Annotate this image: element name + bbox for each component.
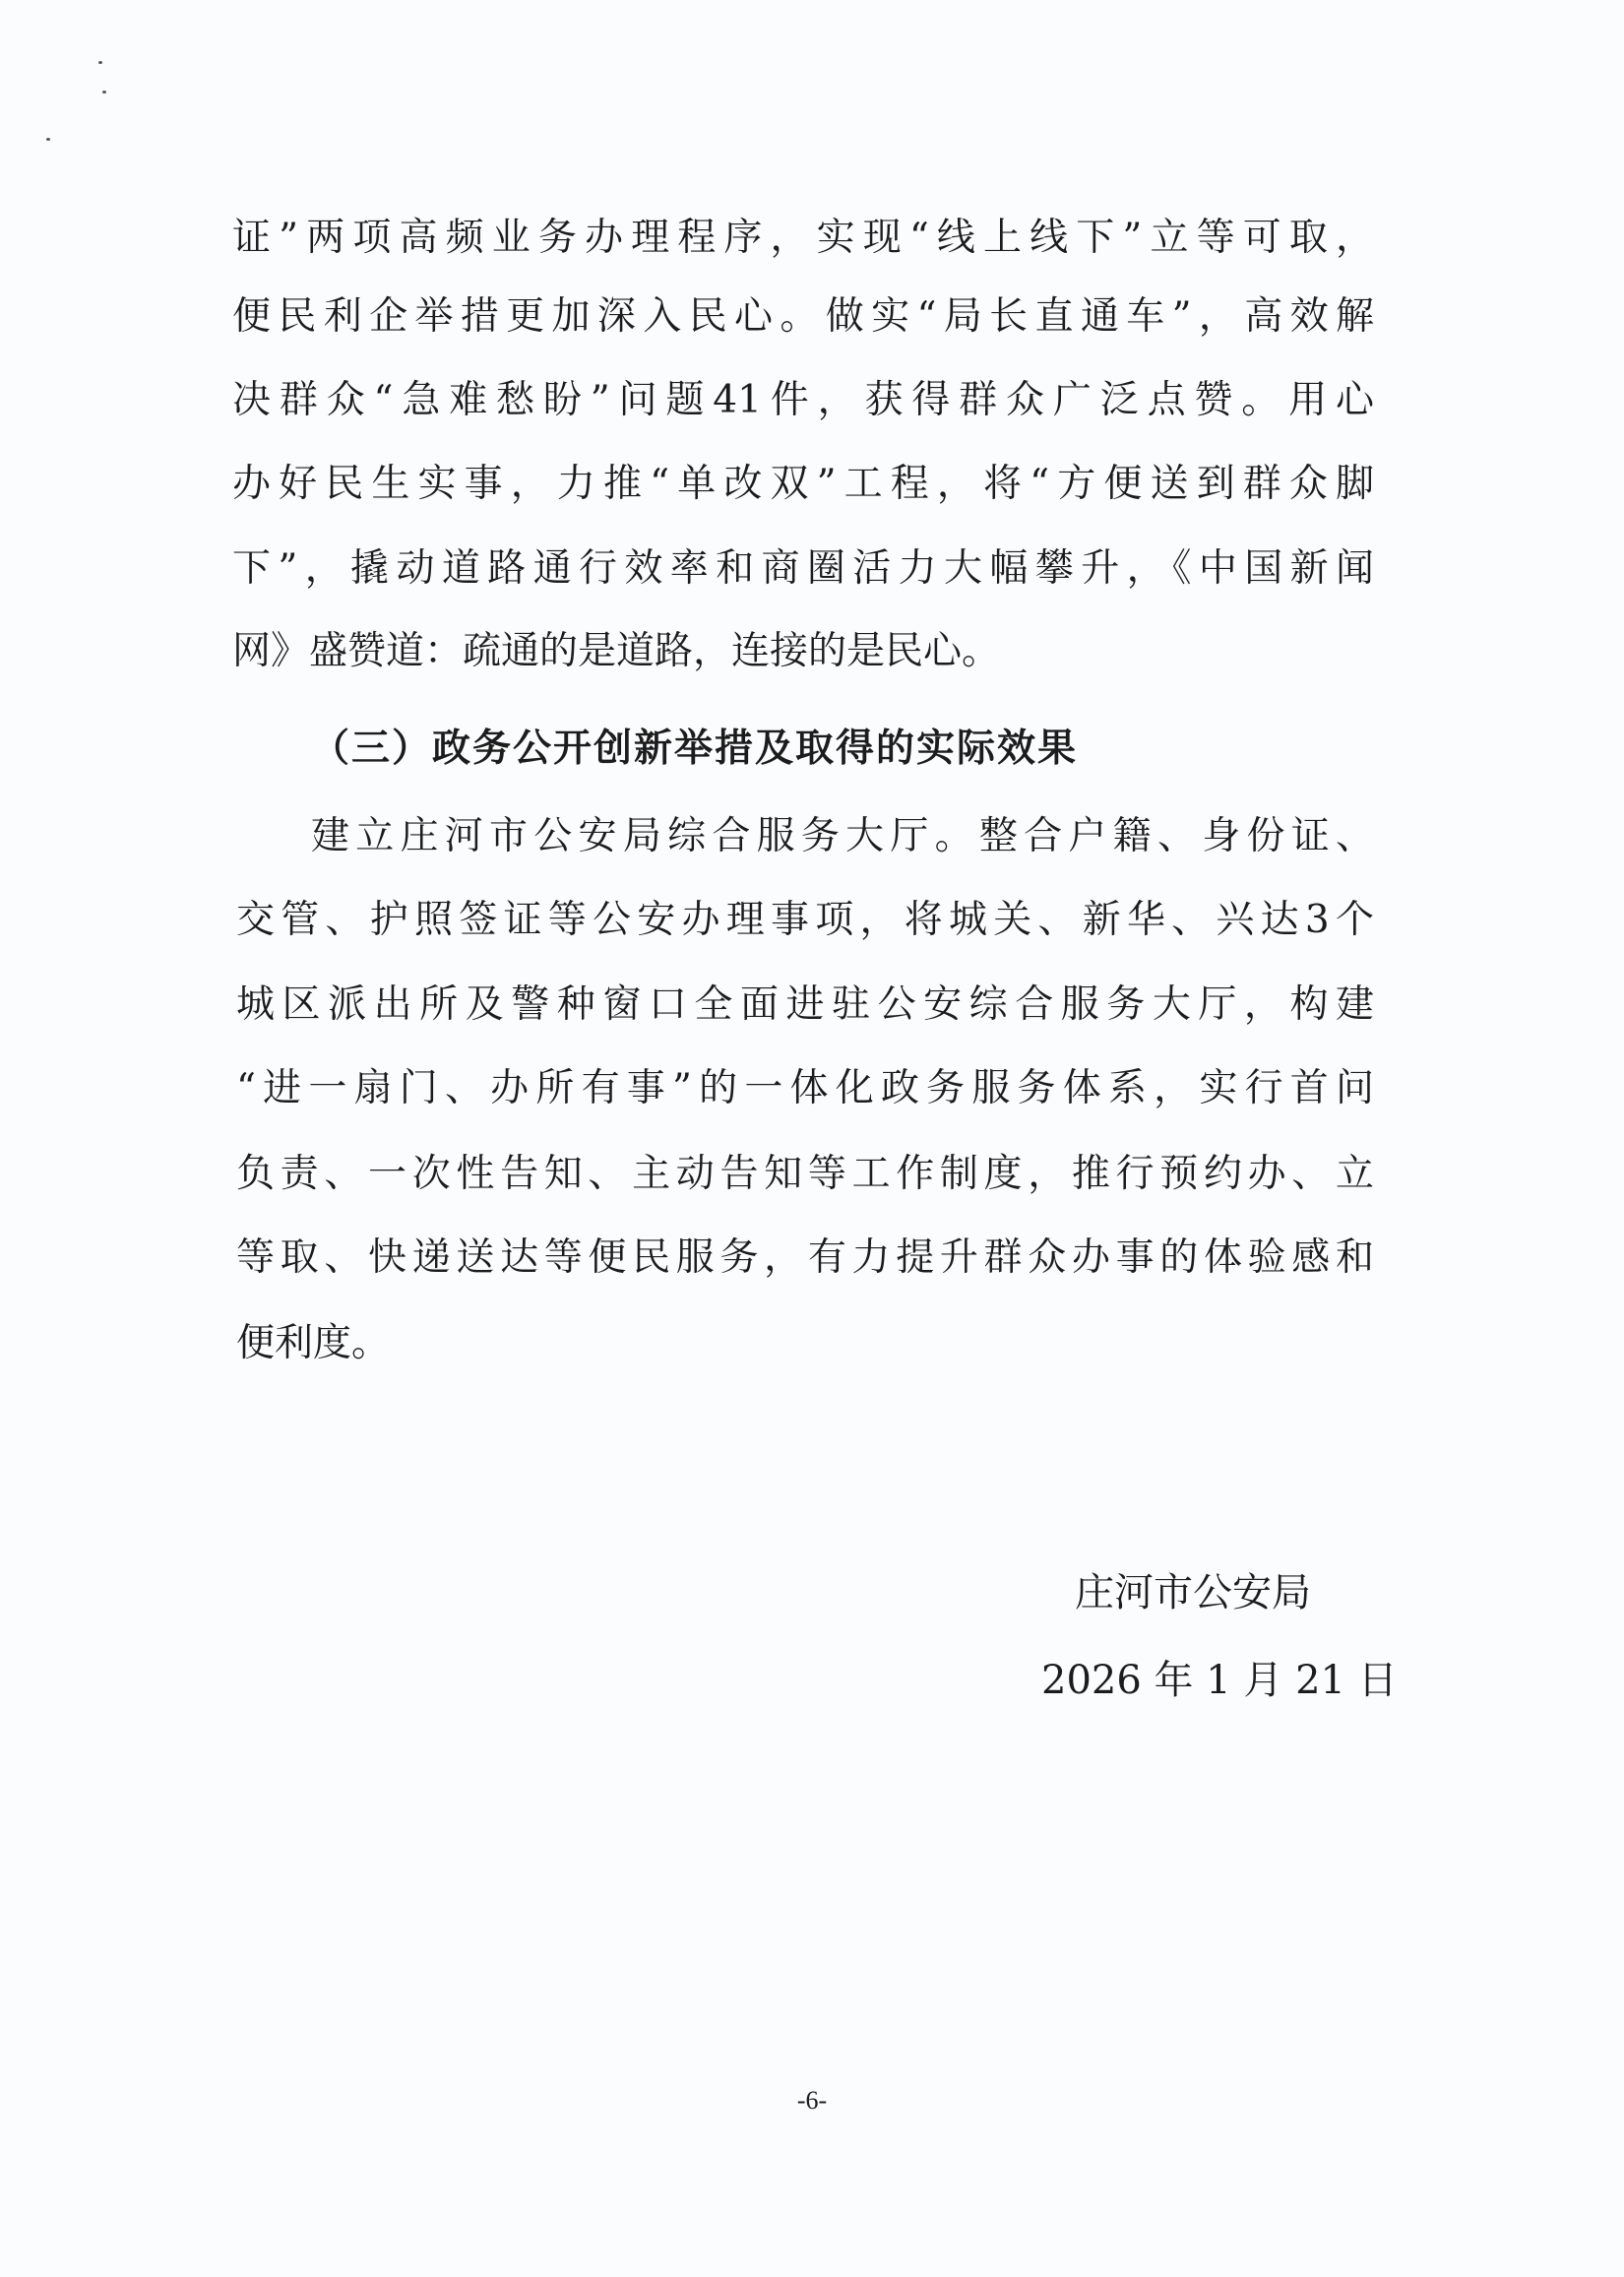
scan-speck bbox=[102, 91, 106, 94]
body-line: 交管、护照签证等公安办理事项，将城关、新华、兴达3个 bbox=[236, 898, 1374, 942]
body-line: 城区派出所及警种窗口全面进驻公安综合服务大厅，构建 bbox=[236, 982, 1374, 1027]
body-line: 网》盛赞道：疏通的是道路，连接的是民心。 bbox=[232, 629, 1001, 673]
body-line: 下”，撬动道路通行效率和商圈活力大幅攀升，《中国新闻 bbox=[232, 546, 1374, 591]
body-line: 办好民生实事，力推“单改双”工程，将“方便送到群众脚 bbox=[232, 462, 1374, 506]
scan-speck bbox=[46, 138, 50, 141]
page-number: -6- bbox=[796, 2086, 828, 2115]
body-line: 建立庄河市公安局综合服务大厅。整合户籍、身份证、 bbox=[311, 814, 1374, 858]
body-line: 等取、快递送达等便民服务，有力提升群众办事的体验感和 bbox=[236, 1235, 1374, 1280]
section-heading: （三）政务公开创新举措及取得的实际效果 bbox=[311, 726, 1079, 771]
body-line: 便民利企举措更加深入民心。做实“局长直通车”，高效解 bbox=[232, 294, 1374, 339]
signature-date: 2026 年 1 月 21 日 bbox=[1041, 1658, 1398, 1703]
body-line: “进一扇门、办所有事”的一体化政务服务体系，实行首问 bbox=[236, 1066, 1374, 1110]
body-line: 证”两项高频业务办理程序，实现“线上线下”立等可取， bbox=[232, 216, 1374, 260]
body-line: 便利度。 bbox=[236, 1321, 391, 1365]
signature-organization: 庄河市公安局 bbox=[1075, 1570, 1311, 1615]
scan-speck bbox=[98, 61, 102, 64]
body-line: 决群众“急难愁盼”问题41件，获得群众广泛点赞。用心 bbox=[232, 378, 1374, 422]
body-line: 负责、一次性告知、主动告知等工作制度，推行预约办、立 bbox=[236, 1152, 1374, 1196]
